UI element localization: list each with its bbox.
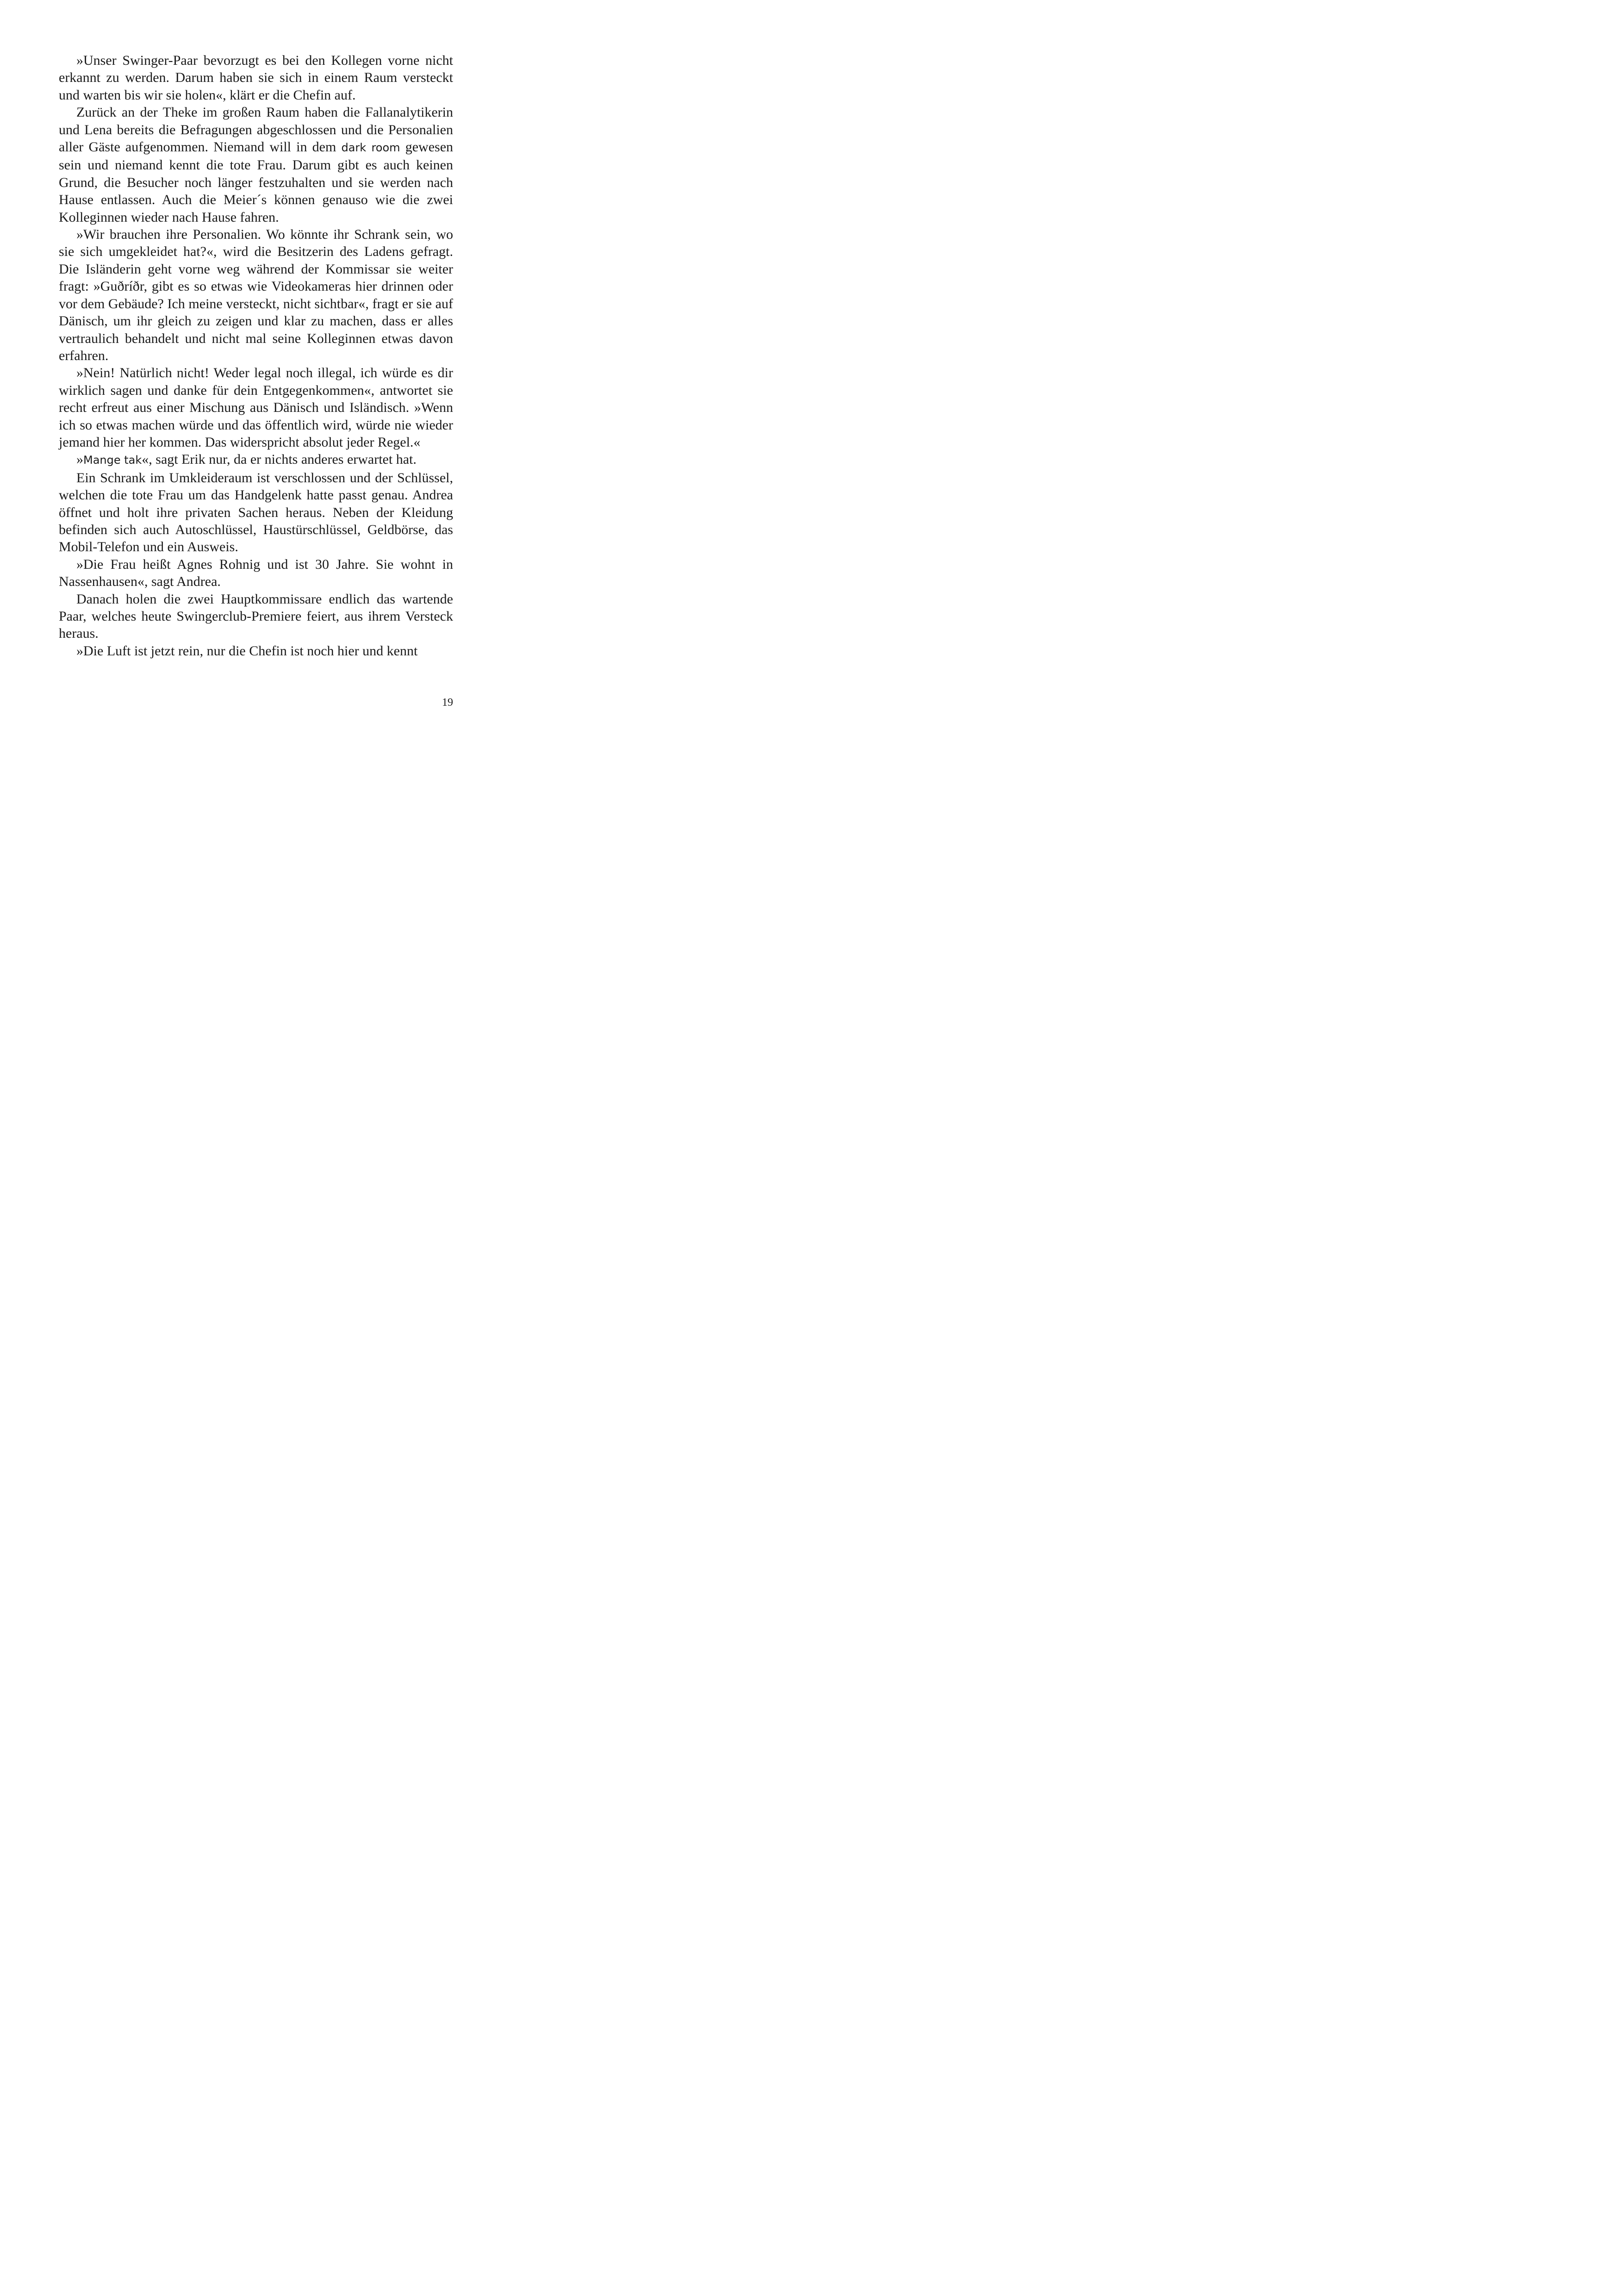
- page-number: 19: [442, 697, 453, 709]
- paragraph-2: [59, 104, 453, 226]
- paragraph-5-text-b: «, sagt Erik nur, da er nichts anderes erwartet hat.: [142, 452, 417, 467]
- paragraph-5-foreign-term: Mange tak: [83, 454, 142, 467]
- paragraph-9: »Die Luft ist jetzt rein, nur die Chefin ist noch hier und kennt: [76, 643, 418, 659]
- paragraph-8: Danach holen die zwei Hauptkommissare endlich das wartende Paar, welches heute Swingerclub-Premiere feiert, aus ihrem Versteck heraus.: [59, 591, 453, 641]
- book-page: [0, 0, 511, 725]
- paragraph-2-foreign-term: dark room: [341, 141, 400, 155]
- paragraph-3: »Wir brauchen ihre Personalien. Wo könnte ihr Schrank sein, wo sie sich umgekleidet hat?«, wird die Besitzerin des Ladens gefragt. Die Isländerin geht vorne weg während der Kommissar sie weiter fragt: »Guðríðr, gibt es so etwas wie Videokameras hier drinnen oder vor dem Gebäude? Ich meine versteckt, nicht sichtbar«, fragt er sie auf Dänisch, um ihr gleich zu zeigen und klar zu machen, dass er alles vertraulich behandelt und nicht mal seine Kolleginnen etwas davon erfahren.: [59, 227, 453, 363]
- body-text: [59, 52, 453, 660]
- paragraph-1: »Unser Swinger-Paar bevorzugt es bei den Kollegen vorne nicht erkannt zu werden. Darum haben sie sich in einem Raum versteckt und warten bis wir sie holen«, klärt er die Chefin auf.: [59, 53, 453, 103]
- paragraph-2-text-a: Zurück an der Theke im großen Raum haben die Fallanalytikerin und Lena bereits die Befragungen abgeschlossen und die Personalien aller Gäste aufgenommen. Niemand will in dem: [59, 105, 453, 155]
- paragraph-7: »Die Frau heißt Agnes Rohnig und ist 30 Jahre. Sie wohnt in Nassenhausen«, sagt Andrea.: [59, 556, 453, 590]
- paragraph-5-text-a: »: [76, 452, 83, 467]
- paragraph-2-text-b: gewesen sein und niemand kennt die tote Frau. Darum gibt es auch keinen Grund, die Besucher noch länger festzuhalten und sie werden nach Hause entlassen. Auch die Meier´s können genauso wie die zwei Kolleginnen wieder nach Hause fahren.: [59, 139, 454, 225]
- paragraph-4: »Nein! Natürlich nicht! Weder legal noch illegal, ich würde es dir wirklich sagen und danke für dein Entgegenkommen«, antwortet sie recht erfreut aus einer Mischung aus Dänisch und Isländisch. »Wenn ich so etwas machen würde und das öffentlich wird, würde nie wieder jemand hier her kommen. Das widerspricht absolut jeder Regel.«: [59, 365, 453, 450]
- paragraph-6: Ein Schrank im Umkleideraum ist verschlossen und der Schlüssel, welchen die tote Frau um das Handgelenk hatte passt genau. Andrea öffnet und holt ihre privaten Sachen heraus. Neben der Kleidung befinden sich auch Autoschlüssel, Haustürschlüssel, Geldbörse, das Mobil-Telefon und ein Ausweis.: [59, 470, 453, 555]
- paragraph-5: [59, 451, 453, 469]
